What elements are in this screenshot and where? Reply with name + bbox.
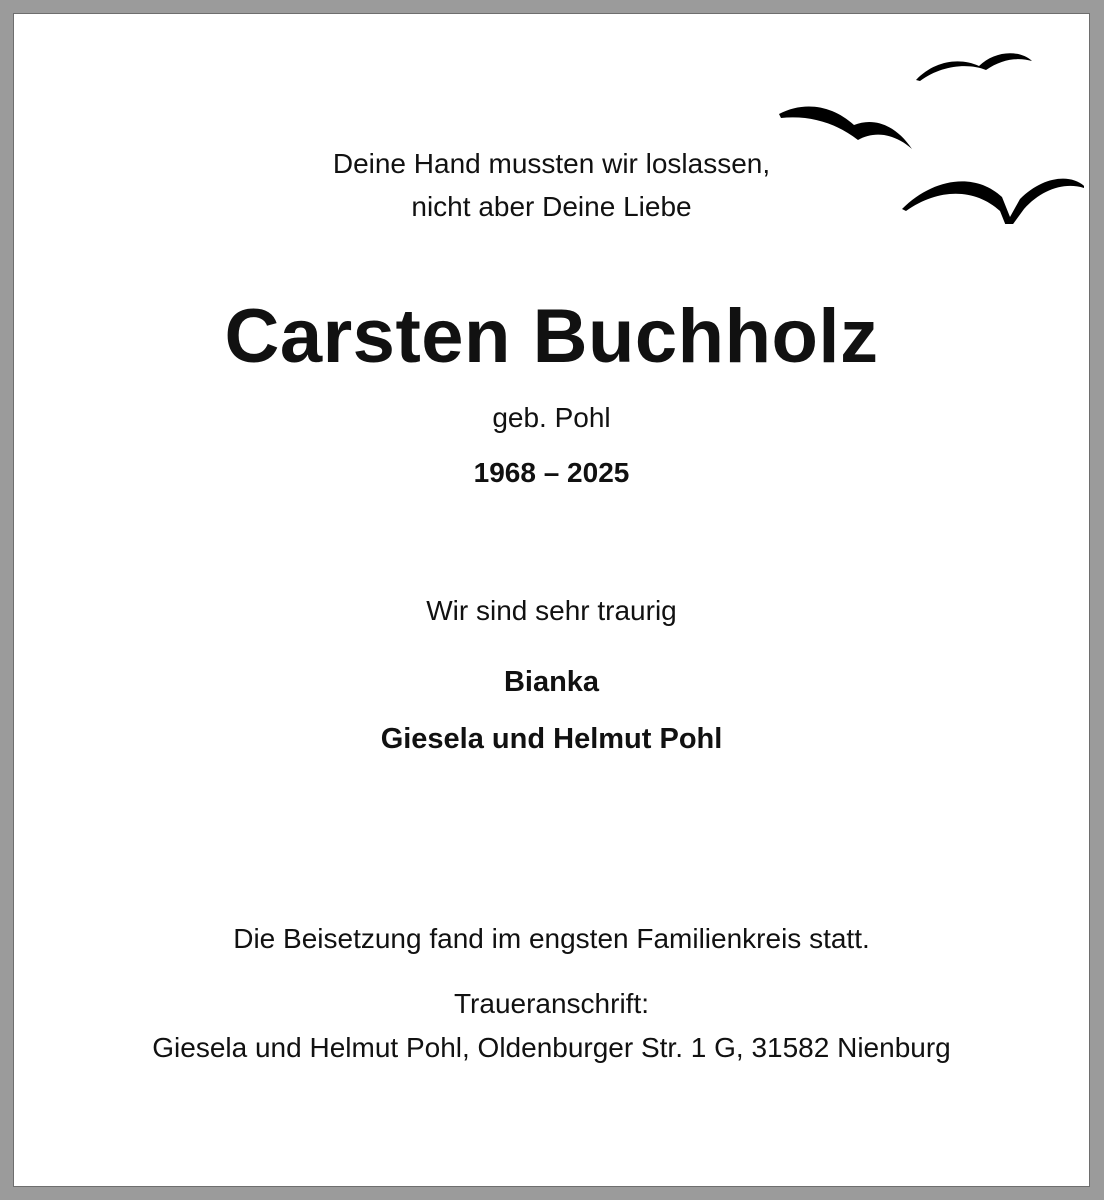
motto-line-1: Deine Hand mussten wir loslassen, — [332, 148, 771, 179]
motto — [14, 142, 1089, 228]
birth-name: geb. Pohl — [492, 402, 611, 433]
burial-note: Die Beisetzung fand im engsten Familienkreis statt. — [233, 923, 870, 954]
mourning-line: Wir sind sehr traurig — [426, 595, 677, 626]
motto-line-2: nicht aber Deine Liebe — [411, 191, 692, 222]
life-years: 1968 – 2025 — [473, 457, 630, 488]
obituary-notice — [13, 13, 1090, 1187]
deceased-name: Carsten Buchholz — [224, 294, 879, 379]
mourner-name: Bianka — [503, 666, 600, 698]
mourning-address: Giesela und Helmut Pohl, Oldenburger Str. 1 G, 31582 Nienburg — [152, 1032, 951, 1063]
mourner-name: Giesela und Helmut Pohl — [380, 723, 723, 755]
bird-small-icon — [916, 53, 1032, 81]
address-label: Traueranschrift: — [453, 988, 650, 1019]
